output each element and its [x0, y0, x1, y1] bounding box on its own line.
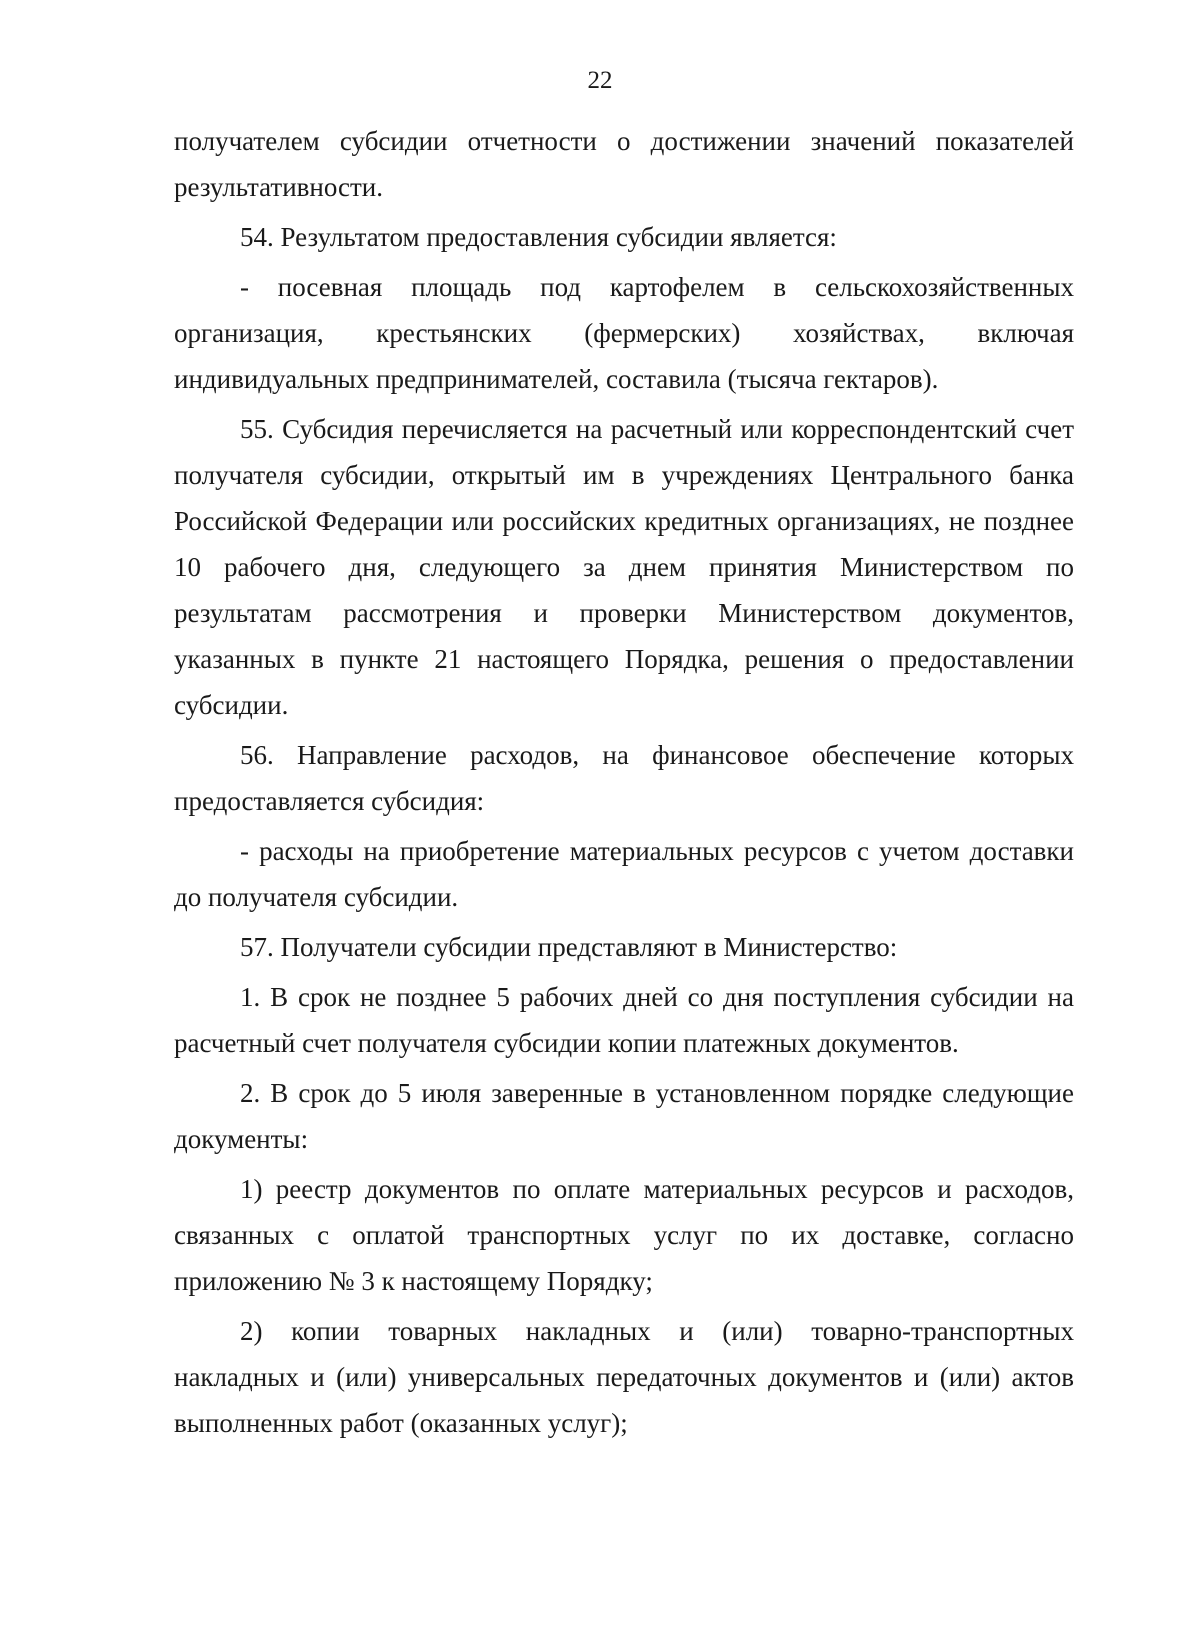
paragraph-57-item-1: 1. В срок не позднее 5 рабочих дней со дня поступления субсидии на расчетный счет получателя субсидии копии платежных документов. — [174, 982, 1074, 1058]
page-number: 22 — [587, 67, 613, 94]
paragraph-57: 57. Получатели субсидии представляют в Министерство: — [240, 932, 898, 962]
document-body — [174, 118, 1074, 1446]
paragraph-55: 55. Субсидия перечисляется на расчетный или корреспондентский счет получателя субсидии, открытый им в учреждениях Центрального банка Российской Федерации или российских кредитных организациях, не позднее 10 рабочего дня, следующего за днем принятия Министерством по результатам рассмотрения и проверки Министерством документов, указанных в пункте 21 настоящего Порядка, решения о предоставлении субсидии. — [174, 414, 1074, 720]
paragraph-54-item: - посевная площадь под картофелем в сельскохозяйственных организация, крестьянских (фермерских) хозяйствах, включая индивидуальных предпринимателей, составила (тысяча гектаров). — [174, 272, 1074, 394]
paragraph-57-item-2: 2. В срок до 5 июля заверенные в установленном порядке следующие документы: — [174, 1078, 1074, 1154]
paragraph-56-item: - расходы на приобретение материальных ресурсов с учетом доставки до получателя субсидии. — [174, 836, 1074, 912]
paragraph-57-subitem-2: 2) копии товарных накладных и (или) товарно-транспортных накладных и (или) универсальных передаточных документов и (или) актов выполненных работ (оказанных услуг); — [174, 1316, 1074, 1438]
paragraph-continuation: получателем субсидии отчетности о достижении значений показателей результативности. — [174, 126, 1074, 202]
paragraph-57-subitem-1: 1) реестр документов по оплате материальных ресурсов и расходов, связанных с оплатой транспортных услуг по их доставке, согласно приложению № 3 к настоящему Порядку; — [174, 1174, 1074, 1296]
paragraph-54: 54. Результатом предоставления субсидии является: — [240, 222, 837, 252]
paragraph-56: 56. Направление расходов, на финансовое обеспечение которых предоставляется субсидия: — [174, 740, 1074, 816]
